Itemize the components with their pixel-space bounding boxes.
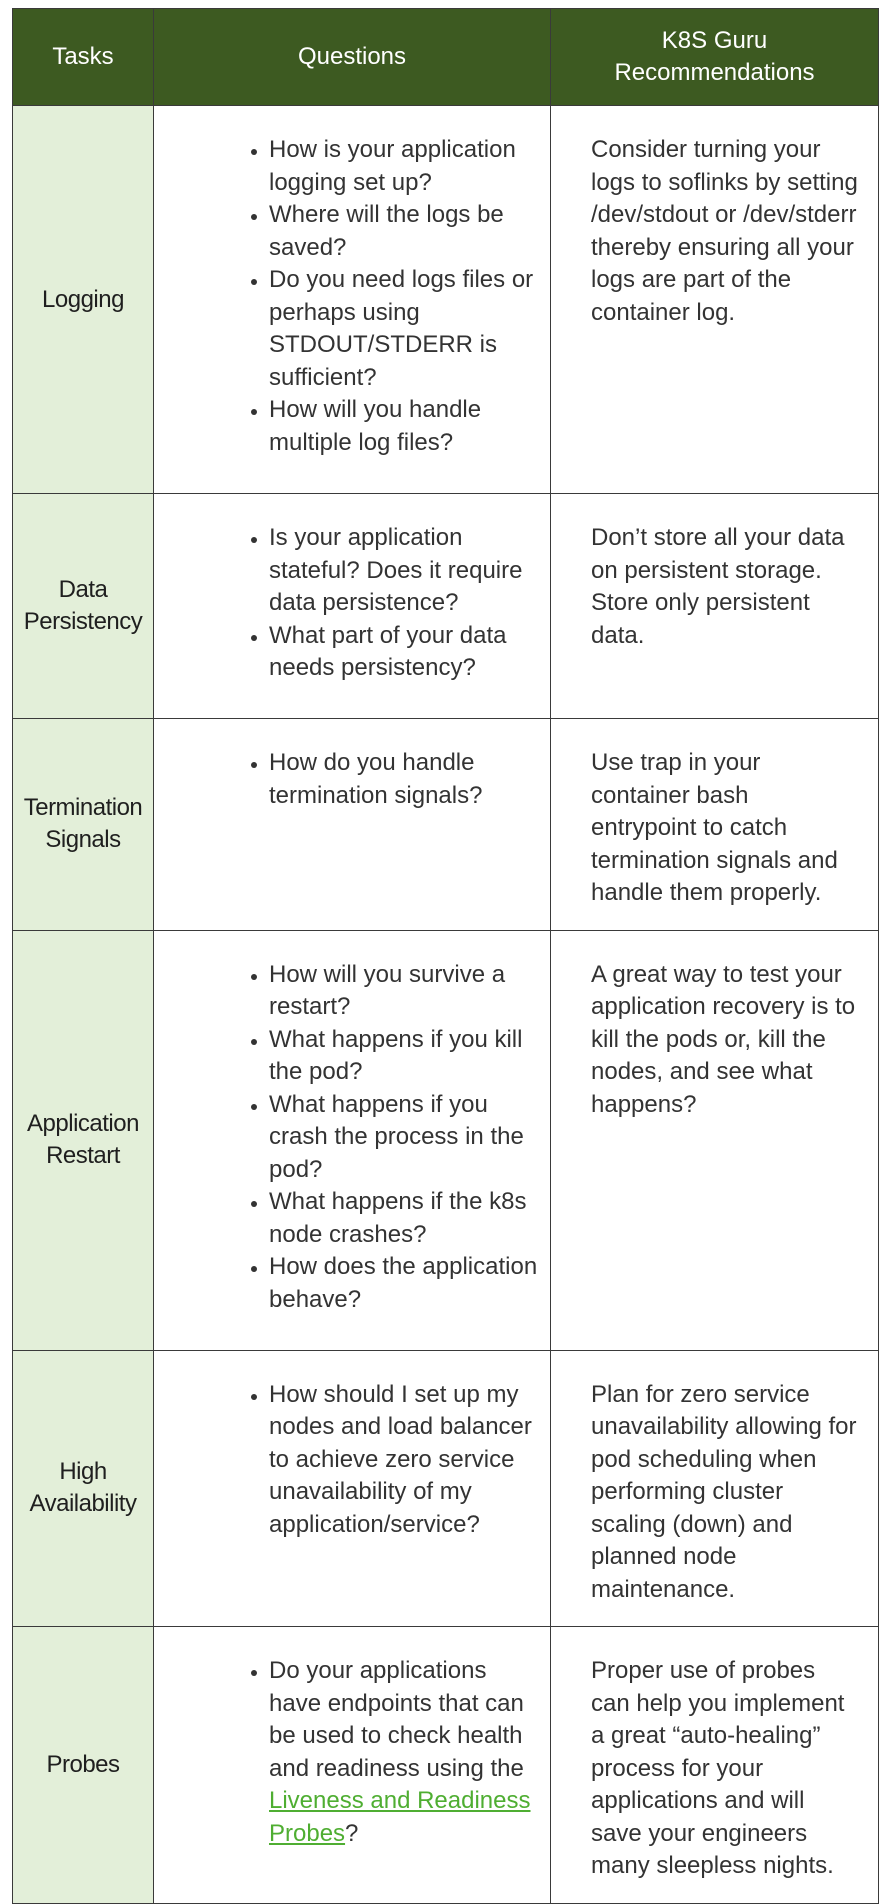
question-item: • How should I set up my nodes and load balancer to achieve zero service unavailability of my application/service? xyxy=(269,1379,538,1542)
question-item: • Where will the logs be saved? xyxy=(269,199,538,264)
task-cell xyxy=(13,494,154,719)
questions-list xyxy=(154,747,538,812)
question-item: • What happens if the k8s node crashes? xyxy=(269,1186,538,1251)
question-text: Do your applications have endpoints that can be used to check health and readiness using the xyxy=(269,1657,524,1782)
question-item: • What part of your data needs persistency? xyxy=(269,620,538,685)
task-label-line1: Termination xyxy=(23,794,143,822)
question-suffix: ? xyxy=(345,1819,359,1847)
table-row-data-persistency xyxy=(13,494,879,719)
task-cell xyxy=(13,1627,154,1904)
question-item: • What happens if you kill the pod? xyxy=(269,1024,538,1089)
header-row xyxy=(13,9,879,106)
questions-list xyxy=(154,959,538,1317)
table-row-application-restart xyxy=(13,930,879,1350)
task-label-line1: Probes xyxy=(46,1750,120,1778)
task-label-line2: Persistency xyxy=(23,608,143,635)
header-recommendations xyxy=(551,9,879,106)
table-row-termination-signals xyxy=(13,719,879,931)
task-label-line2: Restart xyxy=(46,1142,120,1169)
question-item: • What happens if you crash the process in the pod? xyxy=(269,1089,538,1187)
questions-list xyxy=(154,522,538,685)
questions-cell xyxy=(154,1627,551,1904)
question-item xyxy=(269,1655,538,1850)
table-row-high-availability xyxy=(13,1350,879,1627)
task-cell xyxy=(13,930,154,1350)
task-label-line2: Availability xyxy=(29,1490,137,1518)
question-item: • Do you need logs files or perhaps using STDOUT/STDERR is sufficient? xyxy=(269,264,538,394)
questions-list xyxy=(154,134,538,459)
task-cell xyxy=(13,106,154,494)
questions-list xyxy=(154,1379,538,1542)
task-label-line1: Logging xyxy=(42,285,124,313)
table-row-logging xyxy=(13,106,879,494)
task-label-line1: Application xyxy=(27,1110,139,1137)
question-item: • How is your application logging set up? xyxy=(269,134,538,199)
questions-cell xyxy=(154,106,551,494)
task-cell xyxy=(13,1350,154,1627)
recommendation-cell: Use trap in your container bash entrypoint to catch termination signals and handle them properly. xyxy=(551,719,879,931)
question-item: • How do you handle termination signals? xyxy=(269,747,538,812)
questions-list xyxy=(154,1655,538,1850)
questions-cell xyxy=(154,494,551,719)
questions-cell xyxy=(154,930,551,1350)
question-item: • Is your application stateful? Does it require data persistence? xyxy=(269,522,538,620)
recommendation-cell: A great way to test your application recovery is to kill the pods or, kill the nodes, and see what happens? xyxy=(551,930,879,1350)
task-cell xyxy=(13,719,154,931)
question-item: • How does the application behave? xyxy=(269,1251,538,1316)
header-recommendations-line1: K8S Guru xyxy=(661,27,768,54)
task-label-line1: High xyxy=(59,1458,107,1486)
header-questions: Questions xyxy=(154,9,551,106)
recommendation-cell: Proper use of probes can help you implement a great “auto-healing” process for your applications and will save your engineers many sleepless nights. xyxy=(551,1627,879,1904)
questions-cell xyxy=(154,1350,551,1627)
header-tasks: Tasks xyxy=(13,9,154,106)
recommendations-table xyxy=(12,8,879,1904)
table-row-probes xyxy=(13,1627,879,1904)
liveness-readiness-probes-link[interactable]: Liveness and Readiness Probes xyxy=(269,1787,531,1847)
recommendation-cell: Don’t store all your data on persistent storage. Store only persistent data. xyxy=(551,494,879,719)
question-item: • How will you handle multiple log files? xyxy=(269,394,538,459)
recommendation-cell: Consider turning your logs to soflinks by setting /dev/stdout or /dev/stderr thereby ensuring all your logs are part of the container log. xyxy=(551,106,879,494)
questions-cell xyxy=(154,719,551,931)
task-label-line1: Data xyxy=(58,576,108,603)
header-recommendations-line2: Recommendations xyxy=(614,59,815,86)
question-item: • How will you survive a restart? xyxy=(269,959,538,1024)
recommendation-cell: Plan for zero service unavailability allowing for pod scheduling when performing cluster scaling (down) and planned node maintenance. xyxy=(551,1350,879,1627)
task-label-line2: Signals xyxy=(45,826,121,854)
